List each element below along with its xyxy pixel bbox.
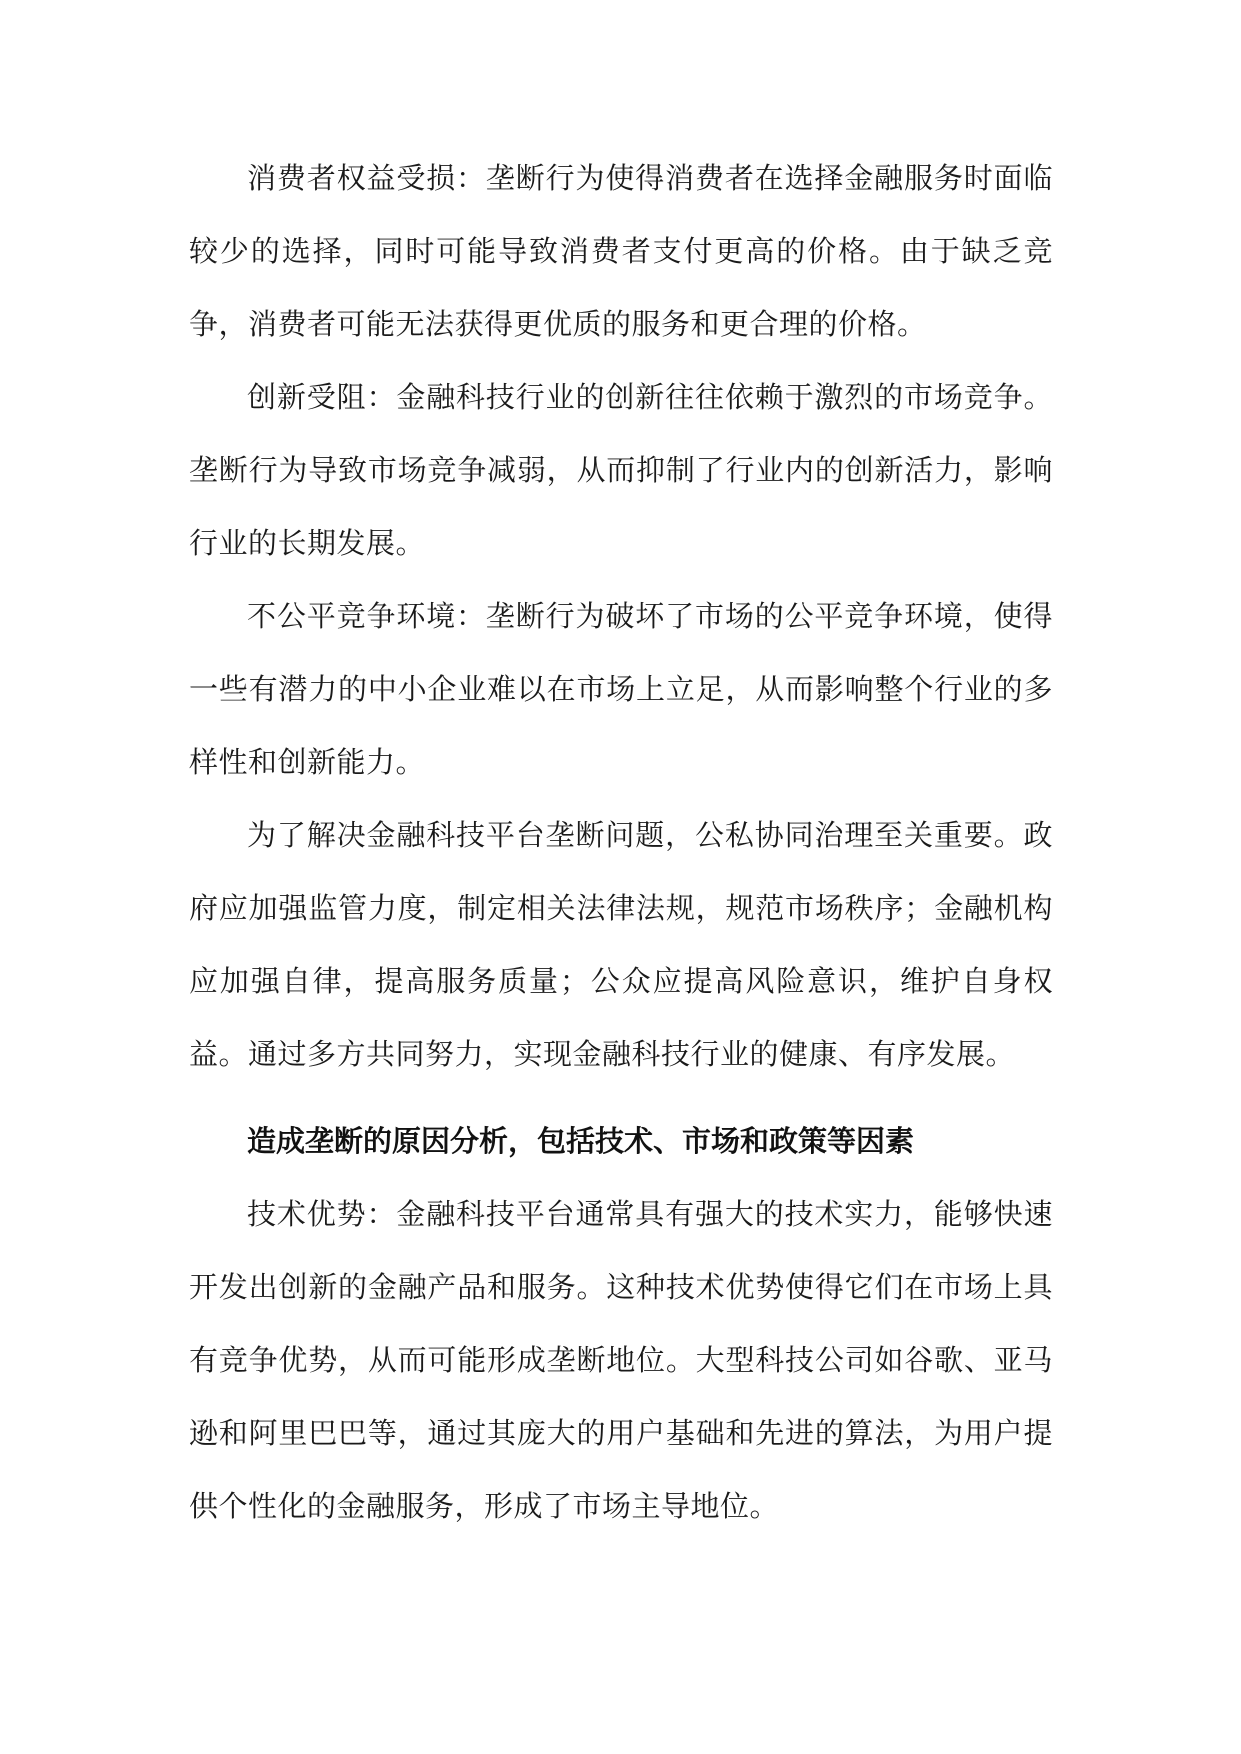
paragraph-consumer-rights: 消费者权益受损：垄断行为使得消费者在选择金融服务时面临较少的选择，同时可能导致消费者支付更高的价格。由于缺乏竞争，消费者可能无法获得更优质的服务和更合理的价格。 (189, 161, 1053, 341)
paragraph-unfair-competition: 不公平竞争环境：垄断行为破坏了市场的公平竞争环境，使得一些有潜力的中小企业难以在市场上立足，从而影响整个行业的多样性和创新能力。 (189, 599, 1053, 779)
paragraph-innovation-blocked: 创新受阻：金融科技行业的创新往往依赖于激烈的市场竞争。垄断行为导致市场竞争减弱，从而抑制了行业内的创新活力，影响行业的长期发展。 (189, 380, 1053, 560)
document-body (189, 142, 1053, 1543)
paragraph-technology-advantage: 技术优势：金融科技平台通常具有强大的技术实力，能够快速开发出创新的金融产品和服务。这种技术优势使得它们在市场上具有竞争优势，从而可能形成垄断地位。大型科技公司如谷歌、亚马逊和阿里巴巴等，通过其庞大的用户基础和先进的算法，为用户提供个性化的金融服务，形成了市场主导地位。 (189, 1197, 1053, 1523)
section-heading: 造成垄断的原因分析，包括技术、市场和政策等因素 (247, 1124, 915, 1158)
paragraph-governance: 为了解决金融科技平台垄断问题，公私协同治理至关重要。政府应加强监管力度，制定相关法律法规，规范市场秩序；金融机构应加强自律，提高服务质量；公众应提高风险意识，维护自身权益。通过多方共同努力，实现金融科技行业的健康、有序发展。 (189, 818, 1053, 1071)
